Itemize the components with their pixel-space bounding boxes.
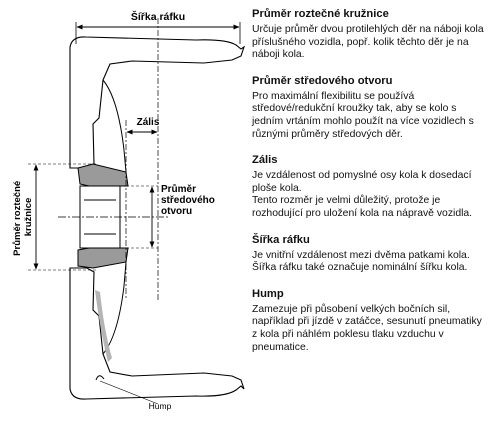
definition-block bbox=[252, 154, 488, 220]
definition-text: Určuje průměr dvou protilehlých děr na náboji kola příslušného vozidla, popř. kolik těchto děr je na náboji kola. bbox=[252, 24, 484, 61]
definition-title: Hump bbox=[252, 287, 284, 300]
definitions-panel bbox=[252, 8, 488, 367]
hub-face-upper bbox=[78, 164, 128, 186]
definition-title: Průměr středového otvoru bbox=[252, 74, 393, 87]
spoke-upper-contour bbox=[103, 80, 126, 172]
offset-label: Zális bbox=[136, 117, 160, 128]
definition-title: Zális bbox=[252, 154, 278, 167]
definition-title: Šířka ráfku bbox=[252, 233, 310, 246]
definition-text: Šířka ráfku také označuje nominální šířku kola. bbox=[252, 262, 468, 274]
definition-text: Zamezuje při působení velkých bočních sil, například při jízdě v zatáčce, sesunutí pneumatiky z kola při náhlém poklesu tlaku vzduchu v pneumatice. bbox=[252, 303, 482, 353]
pcd-label: Průměr roztečné kružnice bbox=[12, 180, 34, 256]
hub-face-lower bbox=[78, 248, 128, 268]
definition-title: Průměr roztečné kružnice bbox=[252, 8, 389, 20]
definition-block bbox=[252, 288, 488, 354]
definition-text: Tento rozměr je velmi důležitý, protože je rozhodující pro uložení kola na nápravě vozidla. bbox=[252, 195, 473, 219]
rim-upper-section bbox=[70, 37, 244, 168]
definition-block bbox=[252, 8, 488, 62]
center-bore-label: Průměr středového otvoru bbox=[161, 184, 215, 217]
definition-text: Je vnitřní vzdálenost mezi dvěma patkami kola. bbox=[252, 249, 470, 261]
hump-label: Hump bbox=[148, 401, 172, 411]
rim-width-label: Šířka ráfku bbox=[130, 11, 186, 23]
definition-text: Je vzdálenost od pomyslné osy kola k dosedací ploše kola. bbox=[252, 170, 472, 194]
definition-block bbox=[252, 75, 488, 141]
definition-text: Pro maximální flexibilitu se používá středové/redukční kroužky tak, aby se kolo s jedním vrtáním mohlo použít na více vozidlech s různými průměry středových děr. bbox=[252, 90, 474, 140]
definition-block bbox=[252, 234, 488, 275]
